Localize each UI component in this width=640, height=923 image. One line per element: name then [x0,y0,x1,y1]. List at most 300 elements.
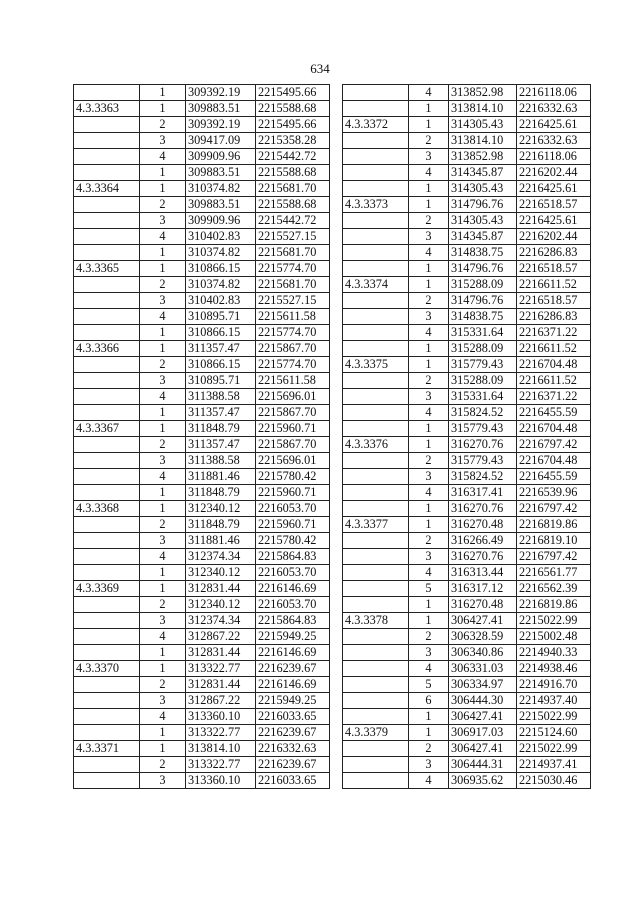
y-coordinate-cell: 2215495.66 [256,117,330,133]
point-number-cell: 1 [409,725,449,741]
point-number-cell: 3 [409,149,449,165]
x-coordinate-cell: 311848.79 [186,421,256,437]
table-row [343,165,591,181]
y-coordinate-cell: 2215864.83 [256,549,330,565]
x-coordinate-cell: 314345.87 [449,165,517,181]
y-coordinate-cell: 2215124.60 [517,725,591,741]
x-coordinate-cell: 314305.43 [449,117,517,133]
y-coordinate-cell: 2216286.83 [517,245,591,261]
parcel-id-cell [74,165,140,181]
y-coordinate-cell: 2216118.06 [517,149,591,165]
x-coordinate-cell: 310402.83 [186,293,256,309]
parcel-id-cell: 4.3.3367 [74,421,140,437]
table-row [74,341,330,357]
table-row [343,261,591,277]
table-row [343,325,591,341]
x-coordinate-cell: 315288.09 [449,373,517,389]
parcel-id-cell [74,629,140,645]
parcel-id-cell [343,213,409,229]
point-number-cell: 2 [140,357,186,373]
x-coordinate-cell: 314796.76 [449,293,517,309]
x-coordinate-cell: 316270.48 [449,517,517,533]
y-coordinate-cell: 2216033.65 [256,709,330,725]
y-coordinate-cell: 2215949.25 [256,693,330,709]
y-coordinate-cell: 2216455.59 [517,469,591,485]
parcel-id-cell: 4.3.3366 [74,341,140,357]
x-coordinate-cell: 315824.52 [449,405,517,421]
y-coordinate-cell: 2216819.86 [517,517,591,533]
x-coordinate-cell: 313322.77 [186,725,256,741]
table-row [74,229,330,245]
table-row [343,437,591,453]
table-row [74,197,330,213]
parcel-id-cell [74,549,140,565]
parcel-id-cell: 4.3.3368 [74,501,140,517]
point-number-cell: 1 [409,709,449,725]
y-coordinate-cell: 2215002.48 [517,629,591,645]
point-number-cell: 3 [140,693,186,709]
point-number-cell: 3 [140,613,186,629]
x-coordinate-cell: 306444.31 [449,757,517,773]
y-coordinate-cell: 2216704.48 [517,421,591,437]
table-row [343,773,591,789]
x-coordinate-cell: 312867.22 [186,629,256,645]
point-number-cell: 4 [409,85,449,101]
x-coordinate-cell: 311357.47 [186,341,256,357]
x-coordinate-cell: 309417.09 [186,133,256,149]
table-row [74,773,330,789]
point-number-cell: 1 [409,517,449,533]
table-row [74,85,330,101]
table-row [343,293,591,309]
table-row [343,373,591,389]
x-coordinate-cell: 314838.75 [449,245,517,261]
point-number-cell: 3 [409,229,449,245]
x-coordinate-cell: 311881.46 [186,533,256,549]
table-row [343,597,591,613]
x-coordinate-cell: 306917.03 [449,725,517,741]
point-number-cell: 4 [409,405,449,421]
table-row [343,613,591,629]
point-number-cell: 3 [409,757,449,773]
table-row [343,357,591,373]
y-coordinate-cell: 2215495.66 [256,85,330,101]
parcel-id-cell [343,101,409,117]
y-coordinate-cell: 2216239.67 [256,725,330,741]
table-row [343,309,591,325]
x-coordinate-cell: 306427.41 [449,709,517,725]
parcel-id-cell [343,245,409,261]
parcel-id-cell [74,533,140,549]
point-number-cell: 1 [140,501,186,517]
y-coordinate-cell: 2216797.42 [517,549,591,565]
parcel-id-cell [74,325,140,341]
parcel-id-cell [343,677,409,693]
point-number-cell: 2 [409,741,449,757]
y-coordinate-cell: 2214938.46 [517,661,591,677]
x-coordinate-cell: 316270.76 [449,501,517,517]
x-coordinate-cell: 312374.34 [186,549,256,565]
right-coordinate-table [342,84,591,789]
parcel-id-cell [74,565,140,581]
parcel-id-cell [74,757,140,773]
point-number-cell: 3 [140,293,186,309]
table-row [74,581,330,597]
parcel-id-cell [74,309,140,325]
point-number-cell: 3 [409,309,449,325]
point-number-cell: 4 [409,165,449,181]
x-coordinate-cell: 312867.22 [186,693,256,709]
parcel-id-cell [74,517,140,533]
point-number-cell: 2 [409,373,449,389]
table-row [343,693,591,709]
table-row [343,469,591,485]
parcel-id-cell [343,133,409,149]
parcel-id-cell [74,357,140,373]
x-coordinate-cell: 309392.19 [186,117,256,133]
y-coordinate-cell: 2216146.69 [256,677,330,693]
point-number-cell: 2 [140,197,186,213]
parcel-id-cell [343,629,409,645]
x-coordinate-cell: 315779.43 [449,357,517,373]
y-coordinate-cell: 2216332.63 [256,741,330,757]
parcel-id-cell: 4.3.3375 [343,357,409,373]
point-number-cell: 1 [140,581,186,597]
y-coordinate-cell: 2216819.10 [517,533,591,549]
parcel-id-cell [343,693,409,709]
point-number-cell: 5 [409,581,449,597]
y-coordinate-cell: 2216797.42 [517,501,591,517]
parcel-id-cell [74,389,140,405]
table-row [74,437,330,453]
point-number-cell: 1 [140,421,186,437]
table-row [74,501,330,517]
parcel-id-cell [74,373,140,389]
y-coordinate-cell: 2216455.59 [517,405,591,421]
x-coordinate-cell: 306328.59 [449,629,517,645]
parcel-id-cell: 4.3.3378 [343,613,409,629]
point-number-cell: 3 [140,133,186,149]
x-coordinate-cell: 306444.30 [449,693,517,709]
y-coordinate-cell: 2215022.99 [517,741,591,757]
table-row [74,613,330,629]
table-row [74,133,330,149]
point-number-cell: 4 [140,149,186,165]
x-coordinate-cell: 312340.12 [186,501,256,517]
parcel-id-cell [74,677,140,693]
table-row [74,757,330,773]
table-row [343,581,591,597]
y-coordinate-cell: 2215867.70 [256,341,330,357]
x-coordinate-cell: 311388.58 [186,389,256,405]
point-number-cell: 4 [409,661,449,677]
parcel-id-cell [343,549,409,565]
x-coordinate-cell: 313814.10 [449,133,517,149]
y-coordinate-cell: 2216518.57 [517,197,591,213]
x-coordinate-cell: 316270.48 [449,597,517,613]
x-coordinate-cell: 313360.10 [186,709,256,725]
table-row [343,213,591,229]
parcel-id-cell [343,565,409,581]
parcel-id-cell: 4.3.3371 [74,741,140,757]
table-row [343,709,591,725]
y-coordinate-cell: 2215442.72 [256,213,330,229]
parcel-id-cell [343,501,409,517]
parcel-id-cell: 4.3.3364 [74,181,140,197]
y-coordinate-cell: 2216704.48 [517,453,591,469]
y-coordinate-cell: 2216797.42 [517,437,591,453]
parcel-id-cell [74,85,140,101]
point-number-cell: 2 [409,453,449,469]
x-coordinate-cell: 309392.19 [186,85,256,101]
parcel-id-cell: 4.3.3374 [343,277,409,293]
table-row [343,757,591,773]
x-coordinate-cell: 309883.51 [186,101,256,117]
y-coordinate-cell: 2216611.52 [517,341,591,357]
table-row [343,725,591,741]
x-coordinate-cell: 312831.44 [186,645,256,661]
parcel-id-cell [74,197,140,213]
y-coordinate-cell: 2216118.06 [517,85,591,101]
table-row [74,165,330,181]
y-coordinate-cell: 2215527.15 [256,229,330,245]
x-coordinate-cell: 313852.98 [449,149,517,165]
point-number-cell: 2 [140,437,186,453]
parcel-id-cell [343,757,409,773]
y-coordinate-cell: 2216425.61 [517,181,591,197]
x-coordinate-cell: 311388.58 [186,453,256,469]
x-coordinate-cell: 311357.47 [186,405,256,421]
table-row [74,245,330,261]
parcel-id-cell [74,773,140,789]
parcel-id-cell [74,133,140,149]
parcel-id-cell [74,693,140,709]
table-row [74,373,330,389]
y-coordinate-cell: 2214937.40 [517,693,591,709]
y-coordinate-cell: 2216239.67 [256,757,330,773]
table-row [343,117,591,133]
parcel-id-cell [74,613,140,629]
y-coordinate-cell: 2215681.70 [256,277,330,293]
x-coordinate-cell: 310895.71 [186,373,256,389]
table-row [343,197,591,213]
point-number-cell: 1 [409,117,449,133]
parcel-id-cell [74,149,140,165]
point-number-cell: 1 [409,501,449,517]
point-number-cell: 3 [140,453,186,469]
y-coordinate-cell: 2215696.01 [256,453,330,469]
point-number-cell: 2 [409,533,449,549]
y-coordinate-cell: 2215867.70 [256,437,330,453]
point-number-cell: 1 [140,725,186,741]
table-row [74,517,330,533]
y-coordinate-cell: 2216371.22 [517,389,591,405]
point-number-cell: 3 [409,469,449,485]
point-number-cell: 4 [409,325,449,341]
parcel-id-cell [343,661,409,677]
y-coordinate-cell: 2215774.70 [256,261,330,277]
point-number-cell: 1 [409,181,449,197]
y-coordinate-cell: 2215864.83 [256,613,330,629]
point-number-cell: 3 [140,373,186,389]
parcel-id-cell: 4.3.3379 [343,725,409,741]
x-coordinate-cell: 313322.77 [186,757,256,773]
parcel-id-cell [343,421,409,437]
point-number-cell: 1 [409,101,449,117]
parcel-id-cell [343,149,409,165]
y-coordinate-cell: 2216053.70 [256,501,330,517]
x-coordinate-cell: 311357.47 [186,437,256,453]
point-number-cell: 1 [409,437,449,453]
x-coordinate-cell: 310374.82 [186,181,256,197]
parcel-id-cell [74,405,140,421]
y-coordinate-cell: 2216202.44 [517,165,591,181]
parcel-id-cell [74,229,140,245]
point-number-cell: 1 [140,325,186,341]
table-row [74,677,330,693]
y-coordinate-cell: 2215949.25 [256,629,330,645]
table-row [74,549,330,565]
x-coordinate-cell: 311881.46 [186,469,256,485]
table-row [343,565,591,581]
point-number-cell: 4 [140,389,186,405]
parcel-id-cell [74,293,140,309]
point-number-cell: 4 [409,245,449,261]
y-coordinate-cell: 2215588.68 [256,197,330,213]
x-coordinate-cell: 310374.82 [186,245,256,261]
point-number-cell: 1 [140,741,186,757]
x-coordinate-cell: 312374.34 [186,613,256,629]
table-row [74,645,330,661]
point-number-cell: 1 [409,597,449,613]
table-row [74,741,330,757]
table-row [343,533,591,549]
table-row [74,213,330,229]
parcel-id-cell [343,645,409,661]
point-number-cell: 1 [140,261,186,277]
point-number-cell: 4 [140,629,186,645]
point-number-cell: 2 [140,597,186,613]
parcel-id-cell [74,277,140,293]
x-coordinate-cell: 306935.62 [449,773,517,789]
point-number-cell: 1 [409,341,449,357]
y-coordinate-cell: 2216239.67 [256,661,330,677]
point-number-cell: 1 [409,277,449,293]
point-number-cell: 1 [140,661,186,677]
table-row [74,661,330,677]
point-number-cell: 5 [409,677,449,693]
y-coordinate-cell: 2216053.70 [256,565,330,581]
point-number-cell: 2 [409,133,449,149]
parcel-id-cell [74,485,140,501]
x-coordinate-cell: 306427.41 [449,741,517,757]
table-row [343,677,591,693]
parcel-id-cell [343,293,409,309]
y-coordinate-cell: 2214916.70 [517,677,591,693]
y-coordinate-cell: 2216704.48 [517,357,591,373]
table-row [74,453,330,469]
left-coordinate-table [73,84,330,789]
x-coordinate-cell: 312340.12 [186,565,256,581]
parcel-id-cell [343,405,409,421]
y-coordinate-cell: 2216518.57 [517,293,591,309]
y-coordinate-cell: 2215611.58 [256,373,330,389]
y-coordinate-cell: 2216611.52 [517,277,591,293]
parcel-id-cell [343,229,409,245]
parcel-id-cell [74,597,140,613]
y-coordinate-cell: 2214940.33 [517,645,591,661]
table-row [343,229,591,245]
point-number-cell: 1 [140,101,186,117]
parcel-id-cell [343,469,409,485]
parcel-id-cell [343,325,409,341]
x-coordinate-cell: 315824.52 [449,469,517,485]
y-coordinate-cell: 2216286.83 [517,309,591,325]
table-row [343,245,591,261]
parcel-id-cell: 4.3.3373 [343,197,409,213]
table-row [343,629,591,645]
y-coordinate-cell: 2216146.69 [256,645,330,661]
point-number-cell: 2 [409,213,449,229]
table-row [74,693,330,709]
x-coordinate-cell: 311848.79 [186,485,256,501]
table-row [74,709,330,725]
point-number-cell: 1 [409,261,449,277]
table-row [74,469,330,485]
x-coordinate-cell: 310895.71 [186,309,256,325]
parcel-id-cell: 4.3.3377 [343,517,409,533]
table-row [74,357,330,373]
table-row [74,597,330,613]
point-number-cell: 4 [409,485,449,501]
parcel-id-cell [74,437,140,453]
parcel-id-cell [74,245,140,261]
point-number-cell: 1 [140,181,186,197]
y-coordinate-cell: 2216146.69 [256,581,330,597]
x-coordinate-cell: 316313.44 [449,565,517,581]
y-coordinate-cell: 2215780.42 [256,469,330,485]
x-coordinate-cell: 314305.43 [449,181,517,197]
parcel-id-cell: 4.3.3370 [74,661,140,677]
parcel-id-cell [343,181,409,197]
x-coordinate-cell: 306427.41 [449,613,517,629]
x-coordinate-cell: 315331.64 [449,389,517,405]
point-number-cell: 2 [140,677,186,693]
x-coordinate-cell: 315779.43 [449,421,517,437]
parcel-id-cell [343,709,409,725]
point-number-cell: 2 [409,629,449,645]
y-coordinate-cell: 2215780.42 [256,533,330,549]
point-number-cell: 3 [409,549,449,565]
y-coordinate-cell: 2215696.01 [256,389,330,405]
table-row [343,389,591,405]
x-coordinate-cell: 313814.10 [186,741,256,757]
table-row [74,485,330,501]
y-coordinate-cell: 2216561.77 [517,565,591,581]
x-coordinate-cell: 310866.15 [186,261,256,277]
x-coordinate-cell: 313360.10 [186,773,256,789]
parcel-id-cell: 4.3.3372 [343,117,409,133]
x-coordinate-cell: 316270.76 [449,549,517,565]
y-coordinate-cell: 2216371.22 [517,325,591,341]
point-number-cell: 3 [409,389,449,405]
y-coordinate-cell: 2216202.44 [517,229,591,245]
y-coordinate-cell: 2216053.70 [256,597,330,613]
point-number-cell: 1 [409,197,449,213]
x-coordinate-cell: 310402.83 [186,229,256,245]
parcel-id-cell [74,725,140,741]
x-coordinate-cell: 306334.97 [449,677,517,693]
